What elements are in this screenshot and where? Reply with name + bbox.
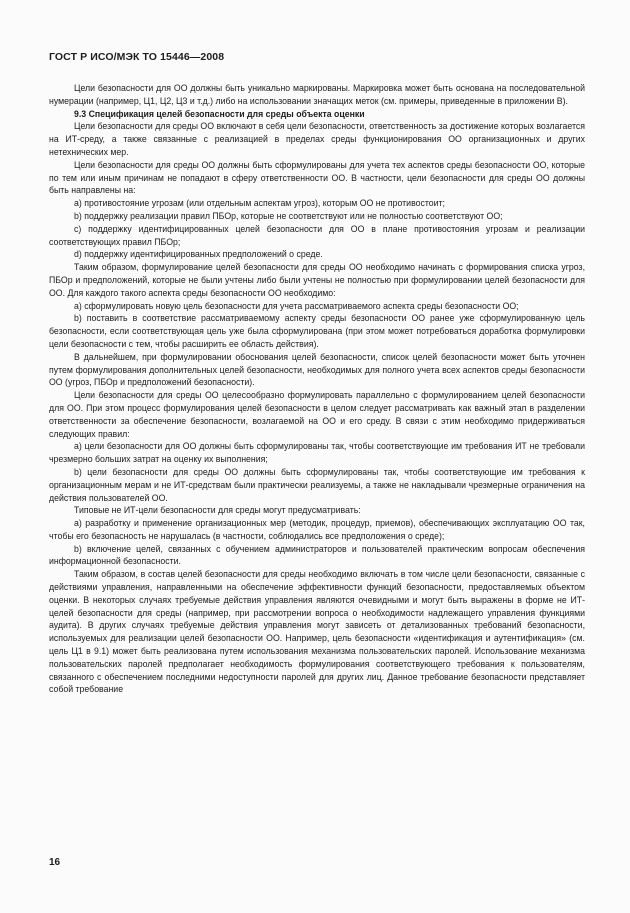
list-item: а) противостояние угрозам (или отдельным аспектам угроз), которым ОО не противостоит; <box>74 198 445 209</box>
list-item: а) цели безопасности для ОО должны быть сформулированы так, чтобы соответствующие им требования ИТ не требовали чрезмерно больших затрат на оценку их выполнения; <box>49 441 585 465</box>
list-item: b) включение целей, связанных с обучением администраторов и пользователей практическим вопросам обеспечения информационной безопасности. <box>49 543 585 567</box>
paragraph: Цели безопасности для среды ОО целесообразно формулировать параллельно с формулированием целей безопасности для ОО. При этом процесс формулирования целей безопасности в целом следует рассматривать как важный этап в разделении ответственности за обеспечение безопасности, возлагаемой на ОО и его среду. В связи с этим необходимо придерживаться следующих правил: <box>49 390 585 439</box>
section-heading: 9.3 Спецификация целей безопасности для среды объекта оценки <box>74 108 365 119</box>
list-item: b) поддержку реализации правил ПБОр, которые не соответствуют или не полностью соответствуют ОО; <box>74 210 503 221</box>
list-item: а) сформулировать новую цель безопасности для учета рассматриваемого аспекта среды безопасности ОО; <box>74 300 519 311</box>
paragraph: Таким образом, в состав целей безопасности для среды необходимо включать в том числе цели безопасности, связанные с действиями управления, направленными на обеспечение эффективности функций безопасности, предоставляемых объектом оценки. В некоторых случаях требуемые действия управления являются очевидными и могут быть выражены в форме не ИТ-целей безопасности для среды (например, при рассмотрении вопроса о необходимости надлежащего управления функциями аудита). В других случаях требуемые действия управления могут зависеть от детализованных требований безопасности, используемых для реализации целей безопасности ОО. Например, цель безопасности «идентификация и аутентификация» (см. цель Ц1 в 9.1) может быть реализована путем использования механизма пользовательских паролей. Использование механизма пользовательских паролей предполагает необходимость формулирования соответствующего требования к пользователям, связанного с обеспечением последними недоступности паролей для других лиц. Данное требование безопасности представляет собой требование <box>49 569 585 695</box>
paragraph: Типовые не ИТ-цели безопасности для среды могут предусматривать: <box>74 505 361 516</box>
list-item: b) цели безопасности для среды ОО должны быть сформулированы так, чтобы соответствующие им требования к организационным мерам и не ИТ-средствам были практически реализуемы, а также не накладывали чрезмерные ограничения на действия пользователей ОО. <box>49 466 585 503</box>
page-number: 16 <box>49 857 61 868</box>
page-content <box>49 82 585 696</box>
list-item: c) поддержку идентифицированных целей безопасности для ОО в плане противостояния угрозам и реализации соответствующих правил ПБОр; <box>49 223 585 247</box>
paragraph: Цели безопасности для среды ОО включают в себя цели безопасности, ответственность за достижение которых возлагается на ИТ-среду, а также связанные с реализацией в пределах среды функционирования ОО организационных и других нетехнических мер. <box>49 121 585 157</box>
paragraph: Таким образом, формулирование целей безопасности для среды ОО необходимо начинать с формирования списка угроз, ПБОр и предположений, которые не были учтены либо были учтены не полностью при формулировании целей безопасности для ОО. Для каждого такого аспекта среды безопасности ОО необходимо: <box>49 262 585 298</box>
list-item: b) поставить в соответствие рассматриваемому аспекту среды безопасности ОО ранее уже сформулированную цель безопасности, если соответствующая цель уже была сформулирована (при этом может потребоваться доработка формулировки цели безопасности с тем, чтобы расширить ее область действия). <box>49 313 585 349</box>
paragraph: В дальнейшем, при формулировании обоснования целей безопасности, список целей безопасности может быть уточнен путем формулирования дополнительных целей безопасности, необходимых для полного учета всех аспектов среды безопасности ОО (угроз, ПБОр и предположений безопасности). <box>49 351 585 388</box>
page-header-title: ГОСТ Р ИСО/МЭК ТО 15446—2008 <box>49 51 225 63</box>
list-item: d) поддержку идентифицированных предположений о среде. <box>74 249 323 260</box>
list-item: а) разработку и применение организационных мер (методик, процедур, приемов), обеспечивающих эксплуатацию ОО так, чтобы его безопасность не нарушалась (в частности, соблюдались все предположения о среде); <box>49 518 585 541</box>
paragraph: Цели безопасности для среды ОО должны быть сформулированы для учета тех аспектов среды безопасности ОО, которые по тем или иным причинам не попадают в сферу ответственности ОО. В частности, цели безопасности для среды ОО должны быть направлены на: <box>49 159 585 196</box>
paragraph: Цели безопасности для ОО должны быть уникально маркированы. Маркировка может быть основана на последовательной нумерации (например, Ц1, Ц2, Ц3 и т.д.) либо на использовании значащих меток (см. примеры, приведенные в приложении В). <box>49 83 585 106</box>
